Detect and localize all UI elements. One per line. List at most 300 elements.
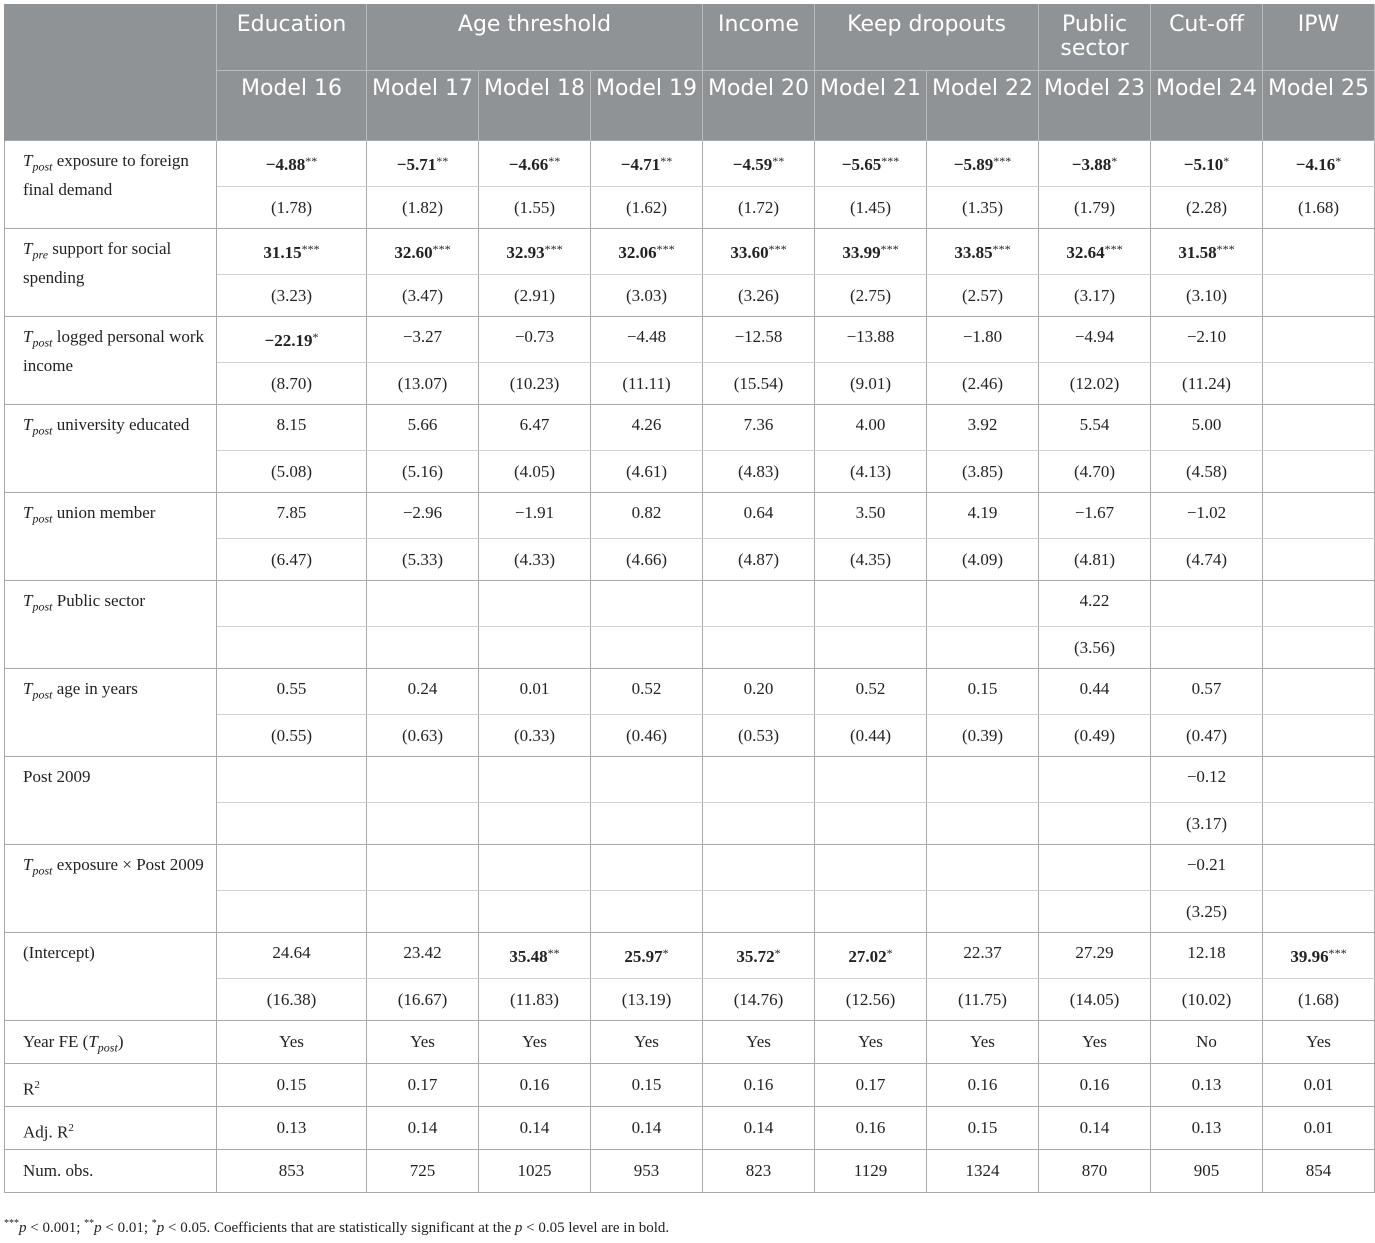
model-header: Model 20 [703,70,815,140]
std-error-cell: (1.72) [703,186,815,228]
stat-cell: 0.14 [1039,1106,1151,1149]
coef-cell [1263,844,1375,890]
std-error-cell: (0.46) [591,714,703,756]
std-error-cell [479,890,591,932]
std-error-cell [367,626,479,668]
std-error-cell: (0.33) [479,714,591,756]
group-header: Income [703,4,815,70]
std-error-cell: (4.33) [479,538,591,580]
footnote-p: p [19,1220,27,1236]
significance-stars: ** [548,153,561,168]
coef-cell [479,228,591,274]
significance-stars: *** [656,241,675,256]
std-error-cell: (4.05) [479,450,591,492]
std-error-cell: (3.17) [1039,274,1151,316]
coef-cell [927,404,1039,450]
coef-cell [217,844,367,890]
coef-cell [479,932,591,978]
coef-cell [591,316,703,362]
significance-stars: *** [544,241,563,256]
significance-stars: * [1335,153,1342,168]
coef-cell [479,404,591,450]
coef-value: 35.48 [509,946,548,966]
std-error-cell: (4.35) [815,538,927,580]
coef-value: 0.52 [631,678,662,698]
model-header: Model 18 [479,70,591,140]
stat-cell: 1025 [479,1149,591,1192]
treatment-subscript: post [97,1039,118,1054]
table-row [5,1020,1375,1063]
std-error-cell: (0.63) [367,714,479,756]
stat-cell: 823 [703,1149,815,1192]
coef-value: −1.91 [514,502,555,522]
model-header: Model 23 [1039,70,1151,140]
coef-cell [815,228,927,274]
table-row [5,756,1375,802]
coef-cell [703,140,815,186]
significance-stars: *** [1216,241,1235,256]
coef-cell [1263,404,1375,450]
std-error-cell: (0.47) [1151,714,1263,756]
row-label [5,404,217,492]
std-error-cell [1263,362,1375,404]
coef-value: 3.92 [967,414,998,434]
significance-stars: ** [436,153,449,168]
row-label [5,756,217,844]
coef-value: 24.64 [272,942,311,962]
std-error-cell: (1.55) [479,186,591,228]
coef-cell [479,668,591,714]
coef-cell [927,316,1039,362]
coef-cell [1263,932,1375,978]
std-error-cell: (14.76) [703,978,815,1020]
coef-cell [927,844,1039,890]
coef-cell [815,844,927,890]
significance-stars: ** [547,945,560,960]
treatment-symbol: $T_{post}$ [23,150,53,173]
table-row [5,228,1375,274]
coef-cell [367,492,479,538]
std-error-cell [703,626,815,668]
std-error-cell [815,626,927,668]
significance-stars: * [312,329,319,344]
coef-value: 33.85 [954,242,993,262]
std-error-cell: (9.01) [815,362,927,404]
table-header [5,4,1375,140]
coef-cell [703,228,815,274]
coef-value: −4.16 [1295,154,1336,174]
footnote-stars-2: ** [84,1218,95,1229]
coef-cell [1151,844,1263,890]
stat-cell: 0.15 [591,1063,703,1106]
stat-cell: 0.15 [927,1106,1039,1149]
std-error-cell: (16.67) [367,978,479,1020]
std-error-cell: (1.68) [1263,978,1375,1020]
table-row [5,492,1375,538]
coef-value: 32.64 [1066,242,1105,262]
row-label-text: exposure to foreign final demand [23,150,189,199]
coef-cell [367,668,479,714]
coef-cell [815,492,927,538]
coef-cell [479,580,591,626]
coef-value: 0.15 [967,678,998,698]
coef-value: 4.22 [1079,590,1110,610]
stat-cell: 905 [1151,1149,1263,1192]
std-error-cell: (4.81) [1039,538,1151,580]
std-error-cell: (2.91) [479,274,591,316]
row-label [5,844,217,932]
std-error-cell: (0.53) [703,714,815,756]
std-error-cell: (11.75) [927,978,1039,1020]
table-row [5,140,1375,186]
coef-cell [815,668,927,714]
group-header: Cut-off [1151,4,1263,70]
coef-value: −2.10 [1186,326,1227,346]
stat-cell: 0.14 [479,1106,591,1149]
std-error-cell: (4.74) [1151,538,1263,580]
std-error-cell: (3.56) [1039,626,1151,668]
stat-cell: 0.13 [1151,1106,1263,1149]
model-header: Model 19 [591,70,703,140]
significance-stars: *** [432,241,451,256]
treatment-symbol: $T_{post}$ [23,414,53,437]
stat-cell: 1324 [927,1149,1039,1192]
treatment-symbol: $T_{pre}$ [23,238,49,261]
coef-cell [703,404,815,450]
significance-stars: * [774,945,781,960]
coef-cell [1151,492,1263,538]
stat-cell: 0.16 [927,1063,1039,1106]
treatment-symbol: $T_{post}$ [23,326,53,349]
coef-cell [927,756,1039,802]
row-label-text: logged personal work income [23,326,205,375]
stat-cell: Yes [1263,1020,1375,1063]
row-label [5,140,217,228]
coef-value: −3.88 [1071,154,1112,174]
table-row [5,1106,1375,1149]
group-header: Education [217,4,367,70]
coef-value: 5.00 [1191,414,1222,434]
coef-cell [591,140,703,186]
coef-cell [927,492,1039,538]
coef-cell [591,580,703,626]
coef-cell [217,228,367,274]
coef-value: 0.64 [743,502,774,522]
std-error-cell: (4.13) [815,450,927,492]
std-error-cell: (4.58) [1151,450,1263,492]
coef-cell [815,580,927,626]
coef-cell [703,492,815,538]
std-error-cell: (8.70) [217,362,367,404]
coef-cell [367,756,479,802]
table-row [5,932,1375,978]
significance-stars: * [886,945,893,960]
std-error-cell: (3.26) [703,274,815,316]
treatment-subscript: post [32,686,53,701]
group-header: IPW [1263,4,1375,70]
std-error-cell [591,802,703,844]
stat-cell: Yes [367,1020,479,1063]
coef-cell [367,404,479,450]
coef-cell [1039,140,1151,186]
std-error-cell: (4.61) [591,450,703,492]
std-error-cell: (6.47) [217,538,367,580]
coef-value: 4.19 [967,502,998,522]
std-error-cell: (4.09) [927,538,1039,580]
coef-cell [1263,492,1375,538]
footnote-text: < 0.01; [101,1220,152,1236]
coef-cell [367,228,479,274]
treatment-symbol: $T_{post}$ [23,590,53,613]
std-error-cell: (1.35) [927,186,1039,228]
stat-cell: 0.16 [815,1106,927,1149]
stat-cell: 0.14 [703,1106,815,1149]
coef-value: 25.97 [624,946,663,966]
coef-value: 5.66 [407,414,438,434]
row-label-text: Adj. R [23,1122,69,1142]
coef-cell [1039,580,1151,626]
coef-cell [1039,668,1151,714]
coef-cell [217,404,367,450]
std-error-cell: (5.16) [367,450,479,492]
row-label [5,580,217,668]
coef-cell [217,756,367,802]
coef-value: −5.71 [396,154,437,174]
row-label [5,1020,217,1063]
stat-cell: Yes [1039,1020,1151,1063]
stat-cell: 0.17 [815,1063,927,1106]
std-error-cell: (11.24) [1151,362,1263,404]
significance-stars: *** [1104,241,1123,256]
std-error-cell [927,890,1039,932]
std-error-cell: (0.55) [217,714,367,756]
stat-cell: 1129 [815,1149,927,1192]
coef-cell [1039,932,1151,978]
coef-cell [591,404,703,450]
std-error-cell: (1.82) [367,186,479,228]
coef-value: 3.50 [855,502,886,522]
coef-value: 31.15 [263,242,302,262]
coef-cell [815,756,927,802]
stat-cell: 725 [367,1149,479,1192]
coef-value: 23.42 [403,942,442,962]
coef-cell [217,140,367,186]
coef-cell [927,668,1039,714]
coef-cell [1039,404,1151,450]
coef-cell [815,404,927,450]
group-header-row [5,4,1375,70]
coef-value: 0.55 [276,678,307,698]
coef-cell [1039,228,1151,274]
coef-cell [591,492,703,538]
coef-cell [1263,228,1375,274]
row-label-text: exposure × Post 2009 [56,854,204,874]
coef-cell [1151,404,1263,450]
coef-value: 5.54 [1079,414,1110,434]
coef-cell [815,140,927,186]
std-error-cell: (16.38) [217,978,367,1020]
std-error-cell: (12.56) [815,978,927,1020]
std-error-cell: (13.19) [591,978,703,1020]
coef-value: 0.01 [519,678,550,698]
row-label-text: Post 2009 [23,766,91,786]
std-error-cell: (1.68) [1263,186,1375,228]
std-error-cell: (2.28) [1151,186,1263,228]
stat-cell: Yes [591,1020,703,1063]
significance-stars: *** [881,153,900,168]
std-error-cell [1263,274,1375,316]
stat-cell: 854 [1263,1149,1375,1192]
coef-cell [479,140,591,186]
table-row [5,1063,1375,1106]
std-error-cell [1263,626,1375,668]
row-label-text: support for social spending [23,238,172,287]
coef-cell [217,580,367,626]
std-error-cell [1151,626,1263,668]
coef-cell [479,492,591,538]
coef-value: 0.57 [1191,678,1222,698]
row-label [5,228,217,316]
std-error-cell: (4.66) [591,538,703,580]
coef-value: 8.15 [276,414,307,434]
footnote-stars-3: *** [4,1218,19,1229]
coef-value: −12.58 [734,326,783,346]
coef-value: −22.19 [264,330,313,350]
footnote-stars-1: * [151,1218,157,1229]
treatment-symbol: $T_{post}$ [88,1031,118,1054]
coef-value: 31.58 [1178,242,1217,262]
treatment-subscript: pre [32,246,49,261]
coef-value: −4.94 [1074,326,1115,346]
treatment-subscript: post [32,598,53,613]
coef-cell [703,668,815,714]
std-error-cell: (10.23) [479,362,591,404]
coef-cell [1151,228,1263,274]
row-label [5,1106,217,1149]
coef-value: −1.02 [1186,502,1227,522]
std-error-cell [1263,538,1375,580]
std-error-cell: (2.46) [927,362,1039,404]
footnote-p: p [94,1220,102,1236]
significance-stars: * [1111,153,1118,168]
std-error-cell [479,802,591,844]
std-error-cell: (14.05) [1039,978,1151,1020]
table-body [5,140,1375,1192]
significance-stars: ** [660,153,673,168]
coef-cell [1151,580,1263,626]
std-error-cell [479,626,591,668]
model-header: Model 17 [367,70,479,140]
coef-cell [703,316,815,362]
coef-value: −0.73 [514,326,555,346]
coef-cell [927,932,1039,978]
std-error-cell [367,802,479,844]
std-error-cell: (1.45) [815,186,927,228]
std-error-cell [217,626,367,668]
coef-value: 7.85 [276,502,307,522]
std-error-cell: (4.87) [703,538,815,580]
std-error-cell: (3.85) [927,450,1039,492]
coef-cell [367,580,479,626]
coef-cell [1039,316,1151,362]
coef-value: −5.89 [953,154,994,174]
coef-cell [703,756,815,802]
std-error-cell [217,802,367,844]
stat-cell: 853 [217,1149,367,1192]
std-error-cell [367,890,479,932]
treatment-subscript: post [32,158,53,173]
std-error-cell: (11.11) [591,362,703,404]
coef-cell [1263,140,1375,186]
std-error-cell: (3.47) [367,274,479,316]
coef-cell [591,756,703,802]
treatment-subscript: post [32,510,53,525]
coef-value: 22.37 [963,942,1002,962]
coef-cell [217,668,367,714]
coef-value: 0.82 [631,502,662,522]
model-header: Model 21 [815,70,927,140]
std-error-cell: (12.02) [1039,362,1151,404]
coef-cell [703,932,815,978]
std-error-cell: (3.23) [217,274,367,316]
row-label-text: age in years [56,678,138,698]
coef-value: 35.72 [736,946,775,966]
coef-value: 27.29 [1075,942,1114,962]
treatment-symbol: $T_{post}$ [23,854,53,877]
coef-value: −13.88 [846,326,895,346]
row-label-text: R [23,1079,35,1099]
std-error-cell: (10.02) [1151,978,1263,1020]
significance-stars: *** [992,241,1011,256]
coef-value: 27.02 [848,946,887,966]
std-error-cell: (0.39) [927,714,1039,756]
coef-cell [815,932,927,978]
coef-cell [1039,756,1151,802]
coef-value: 7.36 [743,414,774,434]
coef-value: −1.67 [1074,502,1115,522]
group-header: Public sector [1039,4,1151,70]
treatment-symbol: $T_{post}$ [23,502,53,525]
header-corner [5,4,217,140]
std-error-cell: (1.79) [1039,186,1151,228]
coef-cell [1263,316,1375,362]
group-header: Age threshold [367,4,703,70]
coef-value: 32.60 [394,242,433,262]
model-header: Model 24 [1151,70,1263,140]
stat-cell: 0.16 [1039,1063,1151,1106]
stat-cell: 953 [591,1149,703,1192]
coef-cell [217,316,367,362]
coef-cell [1263,756,1375,802]
treatment-subscript: post [32,862,53,877]
std-error-cell: (3.25) [1151,890,1263,932]
std-error-cell [927,626,1039,668]
stat-cell: No [1151,1020,1263,1063]
coef-cell [927,580,1039,626]
stat-cell: 0.16 [479,1063,591,1106]
std-error-cell: (2.57) [927,274,1039,316]
coef-value: 0.24 [407,678,438,698]
coef-cell [479,844,591,890]
row-label [5,1149,217,1192]
std-error-cell [1039,802,1151,844]
coef-cell [1263,668,1375,714]
coef-value: 39.96 [1290,946,1329,966]
stat-cell: 0.13 [217,1106,367,1149]
coef-cell [1151,932,1263,978]
coef-cell [1151,756,1263,802]
footnote-text: < 0.05. Coefficients that are statistically significant at the [164,1220,515,1236]
